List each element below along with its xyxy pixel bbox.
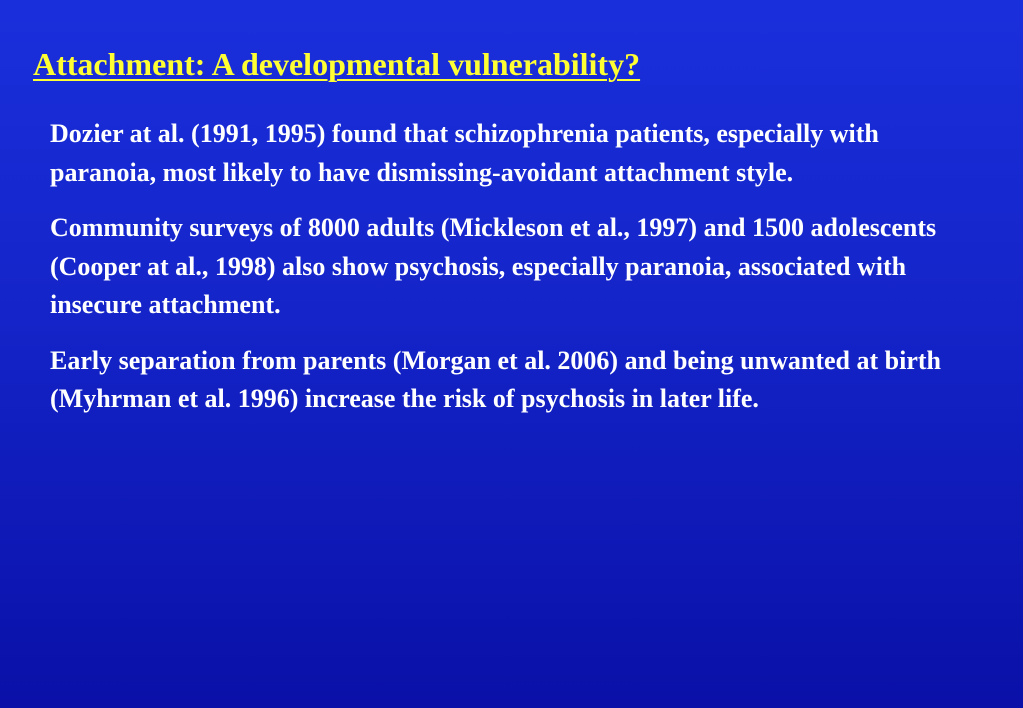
slide-body [50,115,970,436]
paragraph-dozier: Dozier at al. (1991, 1995) found that schizophrenia patients, especially with paranoia, most likely to have dismissing-avoidant attachment style. [50,119,879,187]
slide-title: Attachment: A developmental vulnerability? [33,46,641,82]
paragraph-early-separation: Early separation from parents (Morgan et al. 2006) and being unwanted at birth (Myhrman et al. 1996) increase the risk of psychosis in later life. [50,345,941,413]
paragraph-community-surveys: Community surveys of 8000 adults (Mickleson et al., 1997) and 1500 adolescents (Cooper at al., 1998) also show psychosis, especially paranoia, associated with insecure attachment. [50,213,937,319]
